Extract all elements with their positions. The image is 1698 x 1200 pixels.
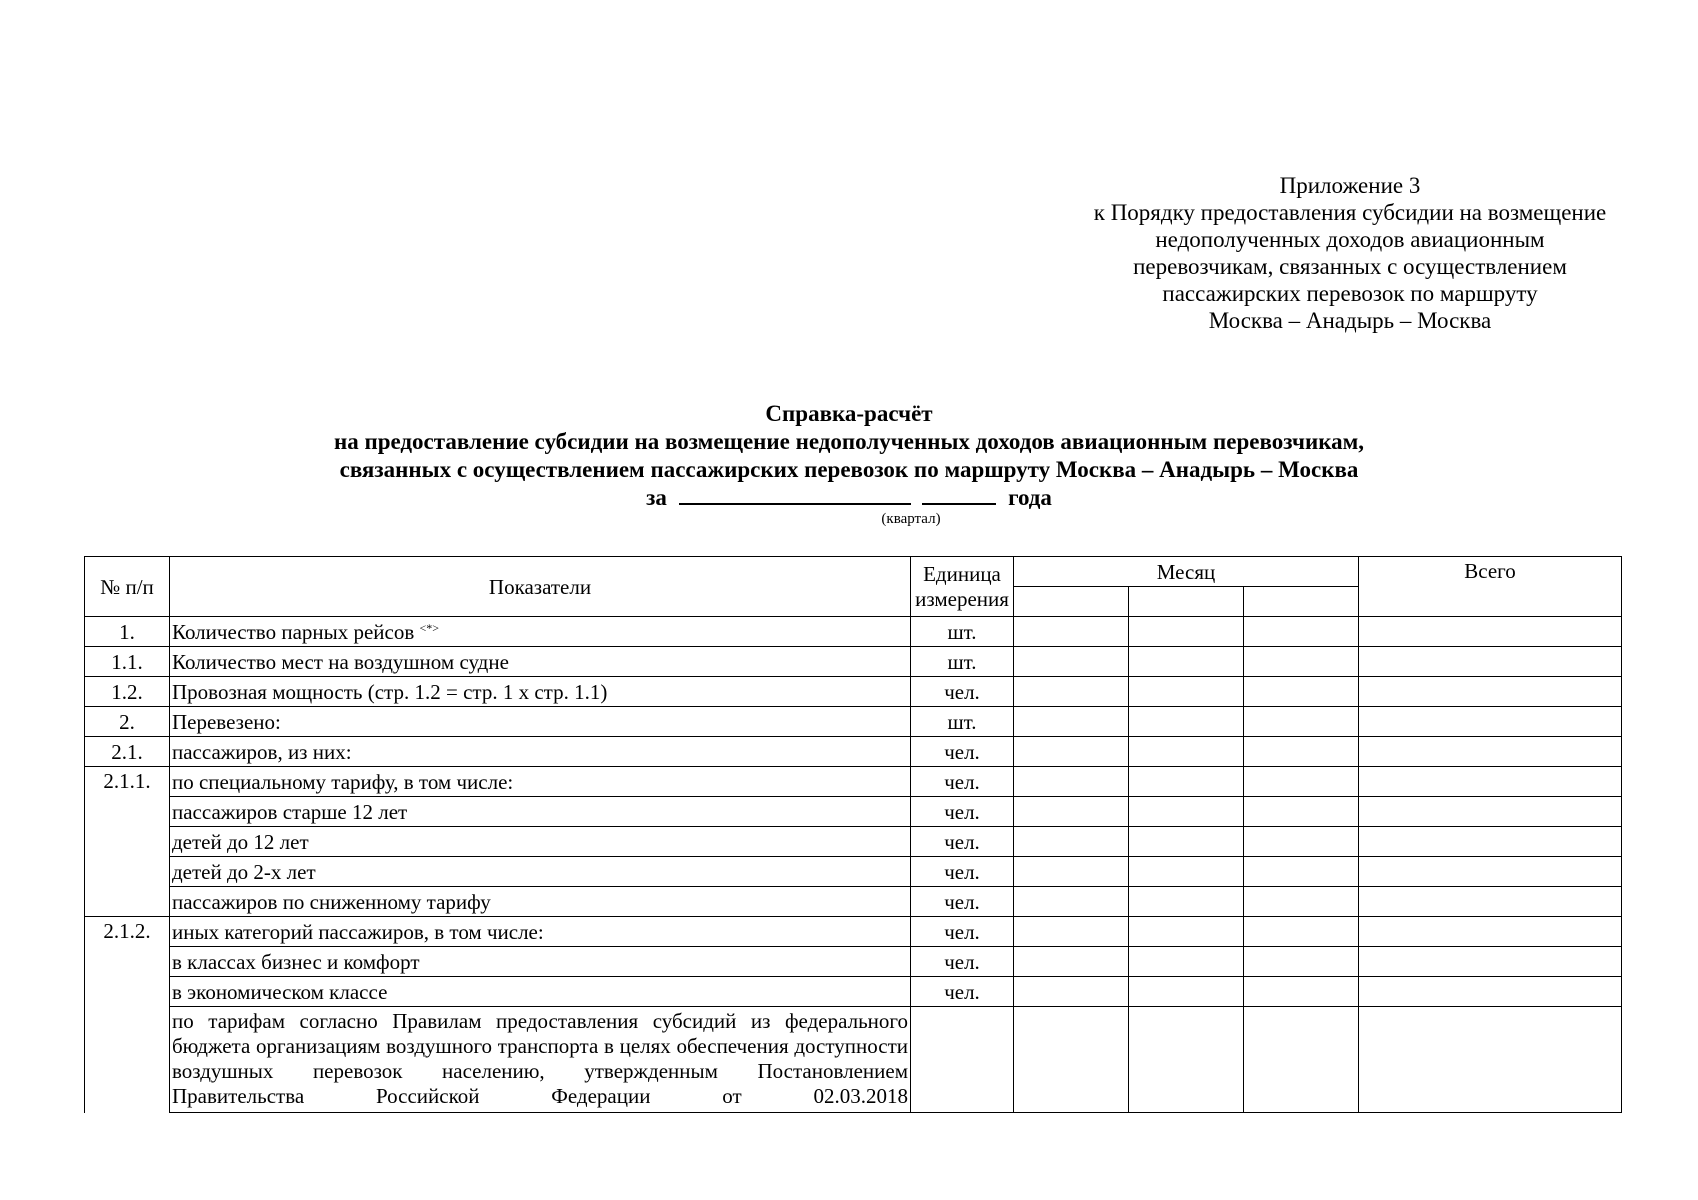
calculation-table: [84, 556, 1622, 1113]
total-cell[interactable]: [1359, 767, 1622, 797]
table-row: [85, 647, 1622, 677]
value-cell[interactable]: [1014, 1007, 1129, 1113]
table-row: [85, 1007, 1622, 1113]
value-cell[interactable]: [1244, 947, 1359, 977]
total-cell[interactable]: [1359, 617, 1622, 647]
row-indicator: детей до 12 лет: [170, 827, 911, 857]
appendix-line: недополученных доходов авиационным: [1155, 227, 1545, 252]
row-indicator: Количество мест на воздушном судне: [170, 647, 911, 677]
value-cell[interactable]: [1244, 677, 1359, 707]
footnote-marker: <*>: [419, 620, 440, 635]
total-cell[interactable]: [1359, 977, 1622, 1007]
title-line: Справка-расчёт: [765, 401, 933, 426]
row-unit: шт.: [911, 617, 1014, 647]
row-indicator: по специальному тарифу, в том числе:: [170, 767, 911, 797]
total-cell[interactable]: [1359, 1007, 1622, 1113]
value-cell[interactable]: [1244, 917, 1359, 947]
row-unit: чел.: [911, 677, 1014, 707]
value-cell[interactable]: [1014, 827, 1129, 857]
value-cell[interactable]: [1244, 647, 1359, 677]
total-cell[interactable]: [1359, 827, 1622, 857]
row-indicator: Перевезено:: [170, 707, 911, 737]
value-cell[interactable]: [1129, 827, 1244, 857]
value-cell[interactable]: [1129, 617, 1244, 647]
row-indicator: пассажиров, из них:: [170, 737, 911, 767]
appendix-line: перевозчикам, связанных с осуществлением: [1133, 254, 1567, 279]
row-indicator: Провозная мощность (стр. 1.2 = стр. 1 х стр. 1.1): [170, 677, 911, 707]
table-row: [85, 857, 1622, 887]
row-num: 1.1.: [85, 647, 170, 677]
total-cell[interactable]: [1359, 857, 1622, 887]
row-num: 2.1.2.: [85, 917, 170, 1113]
row-unit: чел.: [911, 827, 1014, 857]
year-blank-field[interactable]: [922, 485, 996, 505]
appendix-line: к Порядку предоставления субсидии на возмещение: [1093, 200, 1607, 225]
row-indicator: в классах бизнес и комфорт: [170, 947, 911, 977]
total-cell[interactable]: [1359, 917, 1622, 947]
table-row: [85, 767, 1622, 797]
total-cell[interactable]: [1359, 947, 1622, 977]
header-total: Всего: [1359, 557, 1622, 617]
value-cell[interactable]: [1129, 797, 1244, 827]
value-cell[interactable]: [1129, 1007, 1244, 1113]
total-cell[interactable]: [1359, 737, 1622, 767]
value-cell[interactable]: [1014, 677, 1129, 707]
row-indicator: детей до 2-х лет: [170, 857, 911, 887]
row-unit: чел.: [911, 917, 1014, 947]
value-cell[interactable]: [1014, 737, 1129, 767]
value-cell[interactable]: [1129, 707, 1244, 737]
value-cell[interactable]: [1244, 887, 1359, 917]
value-cell[interactable]: [1014, 617, 1129, 647]
row-num: 1.: [85, 617, 170, 647]
appendix-line: пассажирских перевозок по маршруту: [1162, 281, 1538, 306]
row-indicator: пассажиров старше 12 лет: [170, 797, 911, 827]
appendix-header: [1020, 172, 1680, 334]
table-row: [85, 797, 1622, 827]
table-row: [85, 947, 1622, 977]
table-row: [85, 677, 1622, 707]
value-cell[interactable]: [1244, 977, 1359, 1007]
row-unit: чел.: [911, 887, 1014, 917]
row-num: 2.: [85, 707, 170, 737]
row-unit: чел.: [911, 947, 1014, 977]
value-cell[interactable]: [1014, 887, 1129, 917]
row-indicator: в экономическом классе: [170, 977, 911, 1007]
value-cell[interactable]: [1244, 797, 1359, 827]
header-indicator: Показатели: [170, 557, 911, 617]
table-row: [85, 887, 1622, 917]
value-cell[interactable]: [1014, 857, 1129, 887]
table-row: [85, 827, 1622, 857]
row-unit: шт.: [911, 647, 1014, 677]
value-cell[interactable]: [1129, 977, 1244, 1007]
row-unit: чел.: [911, 797, 1014, 827]
value-cell[interactable]: [1129, 857, 1244, 887]
value-cell[interactable]: [1129, 887, 1244, 917]
row-unit: чел.: [911, 767, 1014, 797]
value-cell[interactable]: [1129, 947, 1244, 977]
value-cell[interactable]: [1129, 677, 1244, 707]
value-cell[interactable]: [1014, 977, 1129, 1007]
row-unit: [911, 1007, 1014, 1113]
appendix-line: Москва – Анадырь – Москва: [1208, 308, 1492, 333]
value-cell[interactable]: [1014, 947, 1129, 977]
value-cell[interactable]: [1014, 707, 1129, 737]
total-cell[interactable]: [1359, 797, 1622, 827]
document-title: [0, 400, 1698, 512]
quarter-blank-field[interactable]: [679, 485, 911, 505]
value-cell[interactable]: [1014, 797, 1129, 827]
quarter-note: (квартал): [881, 511, 941, 527]
total-cell[interactable]: [1359, 647, 1622, 677]
value-cell[interactable]: [1244, 827, 1359, 857]
title-line: на предоставление субсидии на возмещение недополученных доходов авиационным перевозчикам,: [333, 429, 1365, 454]
value-cell[interactable]: [1014, 767, 1129, 797]
header-unit: Единица измерения: [911, 557, 1014, 617]
value-cell[interactable]: [1244, 737, 1359, 767]
row-unit: чел.: [911, 977, 1014, 1007]
month-cell-1[interactable]: [1014, 587, 1129, 617]
row-indicator: пассажиров по сниженному тарифу: [170, 887, 911, 917]
table-row: [85, 977, 1622, 1007]
table-row: [85, 737, 1622, 767]
value-cell[interactable]: [1129, 647, 1244, 677]
row-num: 1.2.: [85, 677, 170, 707]
row-indicator: иных категорий пассажиров, в том числе:: [170, 917, 911, 947]
table-row: [85, 707, 1622, 737]
value-cell[interactable]: [1244, 617, 1359, 647]
total-cell[interactable]: [1359, 887, 1622, 917]
period-suffix: года: [1008, 485, 1052, 510]
month-cell-2[interactable]: [1129, 587, 1244, 617]
row-num: 2.1.1.: [85, 767, 170, 917]
total-cell[interactable]: [1359, 707, 1622, 737]
value-cell[interactable]: [1014, 647, 1129, 677]
appendix-line: Приложение 3: [1279, 173, 1421, 198]
value-cell[interactable]: [1129, 917, 1244, 947]
period-prefix: за: [646, 485, 667, 510]
total-cell[interactable]: [1359, 677, 1622, 707]
row-unit: чел.: [911, 737, 1014, 767]
value-cell[interactable]: [1129, 767, 1244, 797]
header-month: Месяц: [1014, 557, 1359, 587]
title-line: связанных с осуществлением пассажирских перевозок по маршруту Москва – Анадырь – Москва: [339, 457, 1359, 482]
row-unit: чел.: [911, 857, 1014, 887]
row-indicator: Количество парных рейсов <*>: [170, 617, 911, 647]
table-row: [85, 617, 1622, 647]
row-num: 2.1.: [85, 737, 170, 767]
table-row: [85, 917, 1622, 947]
header-num: № п/п: [85, 557, 170, 617]
month-cell-3[interactable]: [1244, 587, 1359, 617]
value-cell[interactable]: [1244, 767, 1359, 797]
value-cell[interactable]: [1244, 707, 1359, 737]
row-indicator: по тарифам согласно Правилам предоставления субсидий из федерального бюджета организациям воздушного транспорта в целях обеспечения доступности воздушных перевозок населению, утвержденным Постановлением Правительства Российской Федерации от 02.03.2018: [170, 1007, 911, 1113]
value-cell[interactable]: [1244, 857, 1359, 887]
period-line: [0, 484, 1698, 512]
value-cell[interactable]: [1129, 737, 1244, 767]
value-cell[interactable]: [1244, 1007, 1359, 1113]
value-cell[interactable]: [1014, 917, 1129, 947]
row-unit: шт.: [911, 707, 1014, 737]
